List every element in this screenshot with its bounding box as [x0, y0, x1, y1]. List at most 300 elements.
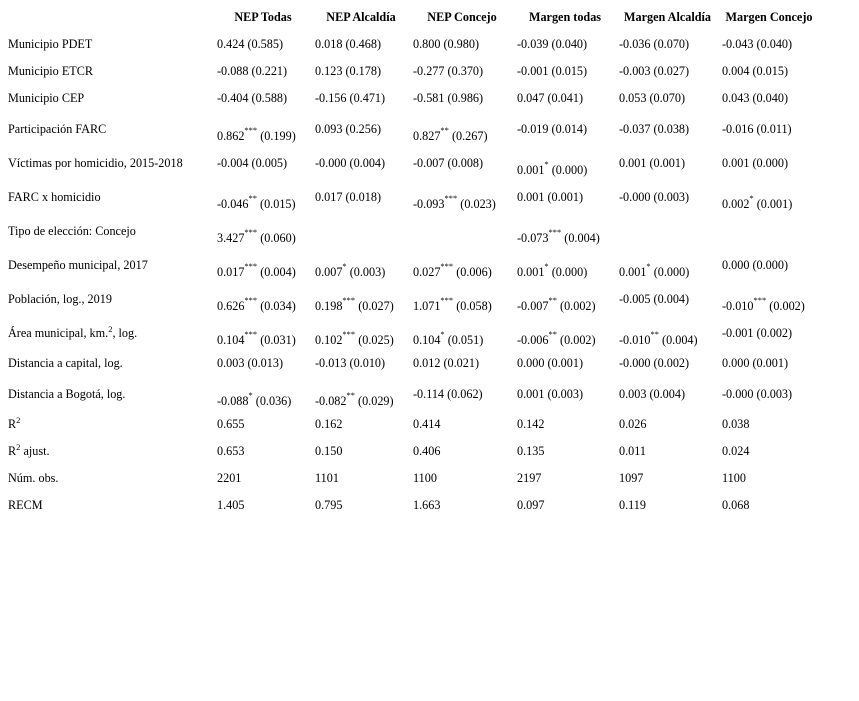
- table-cell: [410, 411, 514, 438]
- standard-error: (0.029): [358, 393, 394, 408]
- coefficient-value: -0.001: [722, 325, 754, 340]
- table-cell: [214, 58, 312, 85]
- coefficient-value: 0.198: [315, 298, 343, 313]
- coefficient-value: -0.082: [315, 393, 347, 408]
- table-cell: [312, 350, 410, 377]
- table-cell: [214, 112, 312, 146]
- significance-stars: *: [544, 260, 549, 271]
- coefficient-value: -0.007: [517, 298, 549, 313]
- table-cell: [214, 146, 312, 180]
- standard-error: (0.001): [547, 189, 584, 204]
- table-cell: [719, 492, 819, 519]
- coefficient-value: 0.012: [413, 356, 441, 371]
- standard-error: (0.178): [345, 64, 382, 79]
- table-cell: [410, 85, 514, 112]
- coefficient-value: 0.653: [217, 444, 245, 459]
- table-cell: [214, 31, 312, 58]
- coefficient-value: 0.007: [315, 264, 343, 279]
- row-label: Municipio ETCR: [8, 64, 93, 79]
- table-row: [0, 465, 819, 492]
- coefficient-value: 0.162: [315, 417, 343, 432]
- significance-stars: **: [346, 389, 355, 400]
- table-cell: [616, 180, 719, 214]
- standard-error: (0.001): [752, 356, 789, 371]
- table-row: [0, 377, 819, 411]
- standard-error: (0.001): [649, 155, 686, 170]
- table-cell: [719, 180, 819, 214]
- table-row: [0, 112, 819, 146]
- coefficient-value: 0.862: [217, 128, 245, 143]
- significance-stars: ***: [440, 294, 454, 305]
- coefficient-value: 0.406: [413, 444, 441, 459]
- table-cell: [719, 438, 819, 465]
- table-cell: [410, 350, 514, 377]
- table-cell: [514, 438, 616, 465]
- table-cell: [514, 214, 616, 248]
- standard-error: (0.000): [551, 162, 588, 177]
- coefficient-value: -0.046: [217, 196, 249, 211]
- coefficient-value: -0.019: [517, 121, 549, 136]
- table-cell: [312, 112, 410, 146]
- significance-stars: *: [342, 260, 347, 271]
- coefficient-value: -0.036: [619, 37, 651, 52]
- table-cell: [719, 58, 819, 85]
- coefficient-value: 0.655: [217, 417, 245, 432]
- standard-error: (0.038): [653, 121, 690, 136]
- table-row: [0, 350, 819, 377]
- significance-stars: ***: [244, 294, 258, 305]
- coefficient-value: 0.068: [722, 498, 750, 513]
- row-label-text: R: [8, 444, 17, 459]
- significance-stars: ***: [753, 294, 767, 305]
- standard-error: (0.027): [358, 298, 394, 313]
- coefficient-value: 2201: [217, 471, 242, 486]
- row-label: [0, 438, 214, 465]
- standard-error: (0.001): [547, 356, 584, 371]
- coefficient-value: 0.026: [619, 417, 647, 432]
- table-cell: [719, 214, 819, 248]
- table-body: [0, 31, 819, 519]
- coefficient-value: 1100: [722, 471, 746, 486]
- table-cell: [514, 112, 616, 146]
- standard-error: (0.058): [456, 298, 492, 313]
- standard-error: (0.040): [551, 37, 588, 52]
- coefficient-value: 0.424: [217, 37, 245, 52]
- coefficient-value: -0.003: [619, 64, 651, 79]
- coefficient-value: -0.007: [413, 155, 445, 170]
- coefficient-value: -0.000: [619, 189, 651, 204]
- row-label: [0, 316, 214, 350]
- table-cell: [514, 31, 616, 58]
- table-cell: [514, 248, 616, 282]
- table-cell: [214, 214, 312, 248]
- coefficient-value: 1.663: [413, 498, 441, 513]
- standard-error: (0.003): [349, 264, 386, 279]
- header-corner: [0, 4, 214, 31]
- coefficient-value: -0.088: [217, 64, 249, 79]
- table-cell: [214, 316, 312, 350]
- table-cell: [312, 377, 410, 411]
- row-label: FARC x homicidio: [8, 189, 101, 204]
- significance-stars: ***: [440, 260, 454, 271]
- table-cell: [514, 492, 616, 519]
- table-cell: [312, 248, 410, 282]
- coefficient-value: 2197: [517, 471, 542, 486]
- coefficient-value: 0.104: [217, 332, 245, 347]
- standard-error: (0.051): [447, 332, 484, 347]
- table-cell: [616, 31, 719, 58]
- table-cell: [312, 214, 410, 248]
- standard-error: (0.002): [560, 332, 596, 347]
- standard-error: (0.015): [551, 64, 588, 79]
- table-cell: [514, 85, 616, 112]
- coefficient-value: 0.123: [315, 64, 343, 79]
- coefficient-value: 0.043: [722, 91, 750, 106]
- table-cell: [410, 214, 514, 248]
- coefficient-value: -0.037: [619, 121, 651, 136]
- row-label: Desempeño municipal, 2017: [8, 257, 148, 272]
- coefficient-value: -0.404: [217, 91, 249, 106]
- coefficient-value: 0.104: [413, 332, 441, 347]
- row-label-superscript: 2: [108, 323, 113, 334]
- coefficient-value: -0.114: [413, 386, 445, 401]
- table-cell: [312, 282, 410, 316]
- coefficient-value: -0.277: [413, 64, 445, 79]
- table-cell: [616, 492, 719, 519]
- standard-error: (0.015): [260, 196, 296, 211]
- coefficient-value: -0.093: [413, 196, 445, 211]
- standard-error: (0.004): [564, 230, 600, 245]
- coefficient-value: 0.001: [619, 155, 647, 170]
- table-cell: [616, 58, 719, 85]
- significance-stars: **: [248, 192, 257, 203]
- row-label: Distancia a Bogotá, log.: [8, 386, 126, 401]
- table-cell: [514, 411, 616, 438]
- coefficient-value: -0.016: [722, 121, 754, 136]
- coefficient-value: -0.001: [517, 64, 549, 79]
- coefficient-value: -0.043: [722, 37, 754, 52]
- table-cell: [719, 350, 819, 377]
- table-cell: [616, 85, 719, 112]
- coefficient-value: -0.013: [315, 356, 347, 371]
- standard-error: (0.036): [255, 393, 292, 408]
- coefficient-value: -0.000: [315, 155, 347, 170]
- standard-error: (0.002): [560, 298, 596, 313]
- table-cell: [616, 438, 719, 465]
- standard-error: (0.015): [752, 64, 789, 79]
- table-cell: [616, 282, 719, 316]
- coefficient-value: 0.004: [722, 64, 750, 79]
- table-cell: [410, 58, 514, 85]
- significance-stars: ***: [548, 226, 562, 237]
- col-header-margen-alcaldia: Margen Alcaldía: [624, 10, 711, 25]
- coefficient-value: 0.001: [722, 155, 750, 170]
- coefficient-value: 0.017: [217, 264, 245, 279]
- coefficient-value: 0.800: [413, 37, 441, 52]
- standard-error: (0.980): [443, 37, 480, 52]
- significance-stars: **: [548, 328, 557, 339]
- table-cell: [719, 282, 819, 316]
- coefficient-value: 0.002: [722, 196, 750, 211]
- standard-error: (0.023): [460, 196, 496, 211]
- standard-error: (0.070): [653, 37, 690, 52]
- table-cell: [410, 112, 514, 146]
- coefficient-value: -0.010: [619, 332, 651, 347]
- row-label: [0, 411, 214, 438]
- standard-error: (0.004): [662, 332, 698, 347]
- coefficient-value: 0.003: [217, 356, 245, 371]
- table-cell: [719, 411, 819, 438]
- coefficient-value: 0.414: [413, 417, 441, 432]
- standard-error: (0.040): [756, 37, 793, 52]
- table-cell: [514, 465, 616, 492]
- table-cell: [719, 85, 819, 112]
- table-row: [0, 438, 819, 465]
- significance-stars: ***: [244, 124, 258, 135]
- coefficient-value: 3.427: [217, 230, 245, 245]
- table-cell: [719, 377, 819, 411]
- significance-stars: *: [440, 328, 445, 339]
- standard-error: (0.256): [345, 121, 382, 136]
- coefficient-value: -0.000: [722, 386, 754, 401]
- standard-error: (0.002): [756, 325, 793, 340]
- row-label: Participación FARC: [8, 121, 107, 136]
- coefficient-value: 0.001: [517, 162, 545, 177]
- table-cell: [616, 465, 719, 492]
- row-label-text: R: [8, 417, 17, 432]
- coefficient-value: -0.005: [619, 291, 651, 306]
- standard-error: (0.034): [260, 298, 296, 313]
- row-label: Municipio PDET: [8, 37, 93, 52]
- standard-error: (0.014): [551, 121, 588, 136]
- coefficient-value: 1097: [619, 471, 644, 486]
- standard-error: (0.004): [649, 386, 686, 401]
- coefficient-value: -0.039: [517, 37, 549, 52]
- standard-error: (0.002): [653, 356, 690, 371]
- coefficient-value: 0.047: [517, 91, 545, 106]
- table-cell: [214, 350, 312, 377]
- table-cell: [514, 316, 616, 350]
- standard-error: (0.471): [349, 91, 386, 106]
- table-cell: [514, 58, 616, 85]
- table-cell: [410, 248, 514, 282]
- col-header-nep-alcaldia: NEP Alcaldía: [326, 10, 396, 25]
- row-label: Población, log., 2019: [8, 291, 112, 306]
- table-cell: [616, 112, 719, 146]
- coefficient-value: -0.000: [619, 356, 651, 371]
- significance-stars: ***: [444, 192, 458, 203]
- standard-error: (0.070): [649, 91, 686, 106]
- coefficient-value: 0.017: [315, 189, 343, 204]
- coefficient-value: 0.102: [315, 332, 343, 347]
- table-cell: [514, 146, 616, 180]
- table-cell: [312, 180, 410, 214]
- table-cell: [214, 377, 312, 411]
- table-cell: [312, 31, 410, 58]
- table-cell: [312, 438, 410, 465]
- table-cell: [410, 492, 514, 519]
- table-row: [0, 214, 819, 248]
- significance-stars: *: [544, 158, 549, 169]
- standard-error: (0.010): [349, 356, 386, 371]
- standard-error: (0.370): [447, 64, 484, 79]
- table-row: [0, 248, 819, 282]
- standard-error: (0.027): [653, 64, 690, 79]
- coefficient-value: 0.150: [315, 444, 343, 459]
- header-row: [0, 4, 819, 31]
- table-cell: [214, 248, 312, 282]
- table-cell: [719, 465, 819, 492]
- standard-error: (0.060): [260, 230, 296, 245]
- coefficient-value: 0.097: [517, 498, 545, 513]
- standard-error: (0.000): [752, 155, 789, 170]
- coefficient-value: 0.000: [722, 356, 750, 371]
- coefficient-value: 0.119: [619, 498, 646, 513]
- coefficient-value: -0.010: [722, 298, 754, 313]
- standard-error: (0.000): [551, 264, 588, 279]
- standard-error: (0.021): [443, 356, 480, 371]
- coefficient-value: 1101: [315, 471, 339, 486]
- standard-error: (0.000): [752, 257, 789, 272]
- coefficient-value: 1.405: [217, 498, 245, 513]
- significance-stars: ***: [244, 226, 258, 237]
- coefficient-value: 0.000: [722, 257, 750, 272]
- table-cell: [312, 146, 410, 180]
- standard-error: (0.221): [251, 64, 288, 79]
- table-row: [0, 492, 819, 519]
- coefficient-value: -0.156: [315, 91, 347, 106]
- standard-error: (0.199): [260, 128, 296, 143]
- coefficient-value: 0.003: [619, 386, 647, 401]
- significance-stars: ***: [342, 294, 356, 305]
- table-row: [0, 411, 819, 438]
- table-cell: [514, 180, 616, 214]
- col-header-nep-todas: NEP Todas: [234, 10, 292, 25]
- standard-error: (0.018): [345, 189, 382, 204]
- col-header-margen-todas: Margen todas: [528, 10, 602, 25]
- table-cell: [719, 248, 819, 282]
- standard-error: (0.006): [456, 264, 492, 279]
- table-row: [0, 282, 819, 316]
- standard-error: (0.005): [251, 155, 288, 170]
- row-label: Municipio CEP: [8, 91, 85, 106]
- table-header: [0, 4, 819, 31]
- standard-error: (0.267): [451, 128, 488, 143]
- standard-error: (0.062): [447, 386, 483, 401]
- table-cell: [312, 492, 410, 519]
- table-cell: [616, 377, 719, 411]
- coefficient-value: 0.001: [517, 386, 545, 401]
- table-cell: [214, 465, 312, 492]
- row-label: Víctimas por homicidio, 2015-2018: [8, 155, 183, 170]
- table-cell: [616, 248, 719, 282]
- standard-error: (0.004): [653, 291, 690, 306]
- standard-error: (0.588): [251, 91, 288, 106]
- significance-stars: **: [650, 328, 659, 339]
- table-cell: [214, 411, 312, 438]
- standard-error: (0.004): [260, 264, 296, 279]
- row-label-text: Área municipal, km.: [8, 325, 109, 340]
- table-cell: [312, 58, 410, 85]
- coefficient-value: 0.001: [517, 264, 545, 279]
- coefficient-value: -0.581: [413, 91, 445, 106]
- coefficient-value: 0.018: [315, 37, 343, 52]
- table-row: [0, 146, 819, 180]
- significance-stars: **: [548, 294, 557, 305]
- coefficient-value: -0.088: [217, 393, 249, 408]
- standard-error: (0.003): [756, 386, 793, 401]
- coefficient-value: -0.004: [217, 155, 249, 170]
- coefficient-value: 0.001: [517, 189, 545, 204]
- table-cell: [312, 465, 410, 492]
- standard-error: (0.025): [358, 332, 394, 347]
- standard-error: (0.013): [247, 356, 284, 371]
- table-cell: [214, 85, 312, 112]
- table-row: [0, 180, 819, 214]
- significance-stars: ***: [244, 328, 258, 339]
- table-cell: [214, 438, 312, 465]
- table-cell: [214, 492, 312, 519]
- significance-stars: ***: [342, 328, 356, 339]
- table-cell: [312, 85, 410, 112]
- table-cell: [616, 411, 719, 438]
- standard-error: (0.040): [752, 91, 789, 106]
- significance-stars: *: [749, 192, 754, 203]
- table-cell: [410, 180, 514, 214]
- table-row: [0, 58, 819, 85]
- row-label: Distancia a capital, log.: [8, 356, 123, 371]
- standard-error: (0.003): [653, 189, 690, 204]
- coefficient-value: 0.827: [413, 128, 441, 143]
- coefficient-value: 0.795: [315, 498, 343, 513]
- table-cell: [616, 146, 719, 180]
- significance-stars: **: [440, 124, 449, 135]
- significance-stars: ***: [244, 260, 258, 271]
- standard-error: (0.000): [653, 264, 690, 279]
- table-cell: [719, 316, 819, 350]
- table-cell: [616, 214, 719, 248]
- row-label: Tipo de elección: Concejo: [8, 223, 136, 238]
- coefficient-value: 0.000: [517, 356, 545, 371]
- coefficient-value: 0.011: [619, 444, 646, 459]
- coefficient-value: 1100: [413, 471, 437, 486]
- standard-error: (0.003): [547, 386, 584, 401]
- table-cell: [719, 112, 819, 146]
- table-cell: [312, 316, 410, 350]
- coefficient-value: 0.027: [413, 264, 441, 279]
- coefficient-value: 0.024: [722, 444, 750, 459]
- table-row: [0, 85, 819, 112]
- table-cell: [719, 146, 819, 180]
- table-cell: [719, 31, 819, 58]
- row-label-superscript: 2: [16, 415, 21, 426]
- coefficient-value: 0.093: [315, 121, 343, 136]
- standard-error: (0.002): [769, 298, 805, 313]
- table-cell: [214, 282, 312, 316]
- row-label-suffix: ajust.: [20, 444, 50, 459]
- standard-error: (0.041): [547, 91, 584, 106]
- significance-stars: *: [248, 389, 253, 400]
- coefficient-value: -0.006: [517, 332, 549, 347]
- row-label: Núm. obs.: [8, 471, 59, 486]
- regression-table: [0, 4, 819, 519]
- standard-error: (0.008): [447, 155, 484, 170]
- table-cell: [514, 350, 616, 377]
- table-cell: [410, 377, 514, 411]
- row-label: RECM: [8, 498, 43, 513]
- standard-error: (0.011): [756, 121, 792, 136]
- table-cell: [616, 316, 719, 350]
